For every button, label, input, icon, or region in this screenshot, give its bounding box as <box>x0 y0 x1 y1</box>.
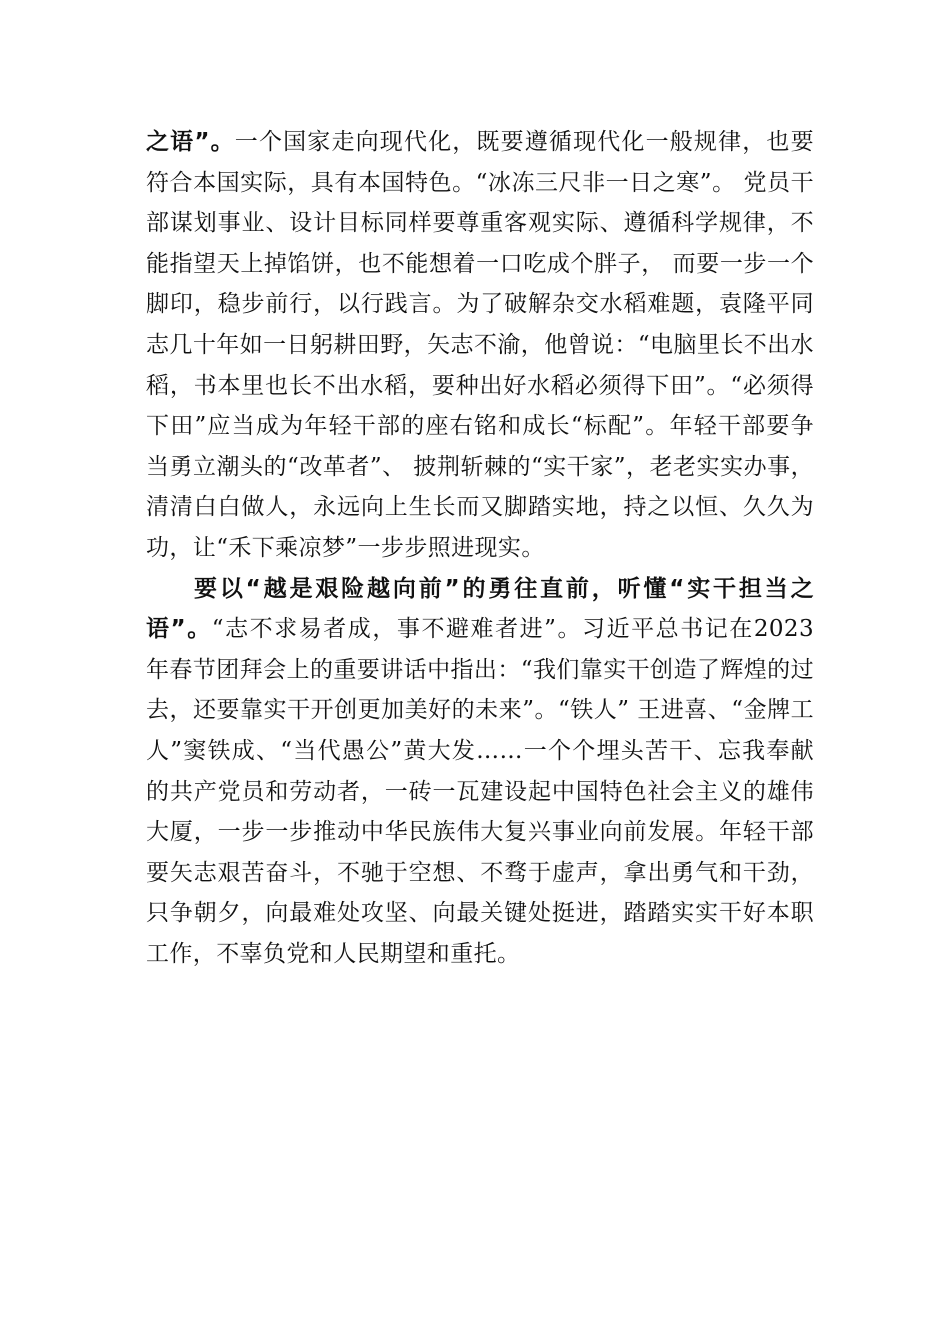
paragraph-body: “志不求易者成，事不避难者进”。习近平总书记在2023 年春节团拜会上的重要讲话中指出：“我们靠实干创造了辉煌的过去，还要靠实干开创更加美好的未来”。“铁人” 王进喜、“金牌工人”窦铁成、“当代愚公”黄大发……一个个埋头苦干、忘我奉献的共产党员和劳动者，一砖一瓦建设起中国特色社会主义的雄伟大厦，一步一步推动中华民族伟大复兴事业向前发展。年轻干部要矢志艰苦奋斗，不驰于空想、不骛于虚声，拿出勇气和干劲，只争朝夕，向最难处攻坚、向最关键处挺进，踏踏实实干好本职工作，不辜负党和人民期望和重托。 <box>146 616 814 967</box>
paragraph-main <box>146 569 814 975</box>
paragraph-continuation <box>146 122 814 569</box>
paragraph-body: 一个国家走向现代化，既要遵循现代化一般规律，也要符合本国实际，具有本国特色。“冰冻三尺非一日之寒”。 党员干部谋划事业、设计目标同样要尊重客观实际、遵循科学规律，不能指望天上掉馅饼，也不能想着一口吃成个胖子， 而要一步一个脚印，稳步前行，以行践言。为了破解杂交水稻难题，袁隆平同志几十年如一日躬耕田野，矢志不渝，他曾说：“电脑里长不出水稻，书本里也长不出水稻，要种出好水稻必须得下田”。“必须得下田”应当成为年轻干部的座右铭和成长“标配”。年轻干部要争当勇立潮头的“改革者”、 披荆斩棘的“实干家”，老老实实办事，清清白白做人，永远向上生长而又脚踏实地，持之以恒、久久为功，让“禾下乘凉梦”一步步照进现实。 <box>146 129 814 561</box>
paragraph-bold-lead: 之语”。 <box>146 129 235 155</box>
paragraph-heading: 要以“越是艰险越向前”的勇往直前，听懂“实干担当之语”。 <box>146 575 814 643</box>
body-text <box>146 122 814 974</box>
